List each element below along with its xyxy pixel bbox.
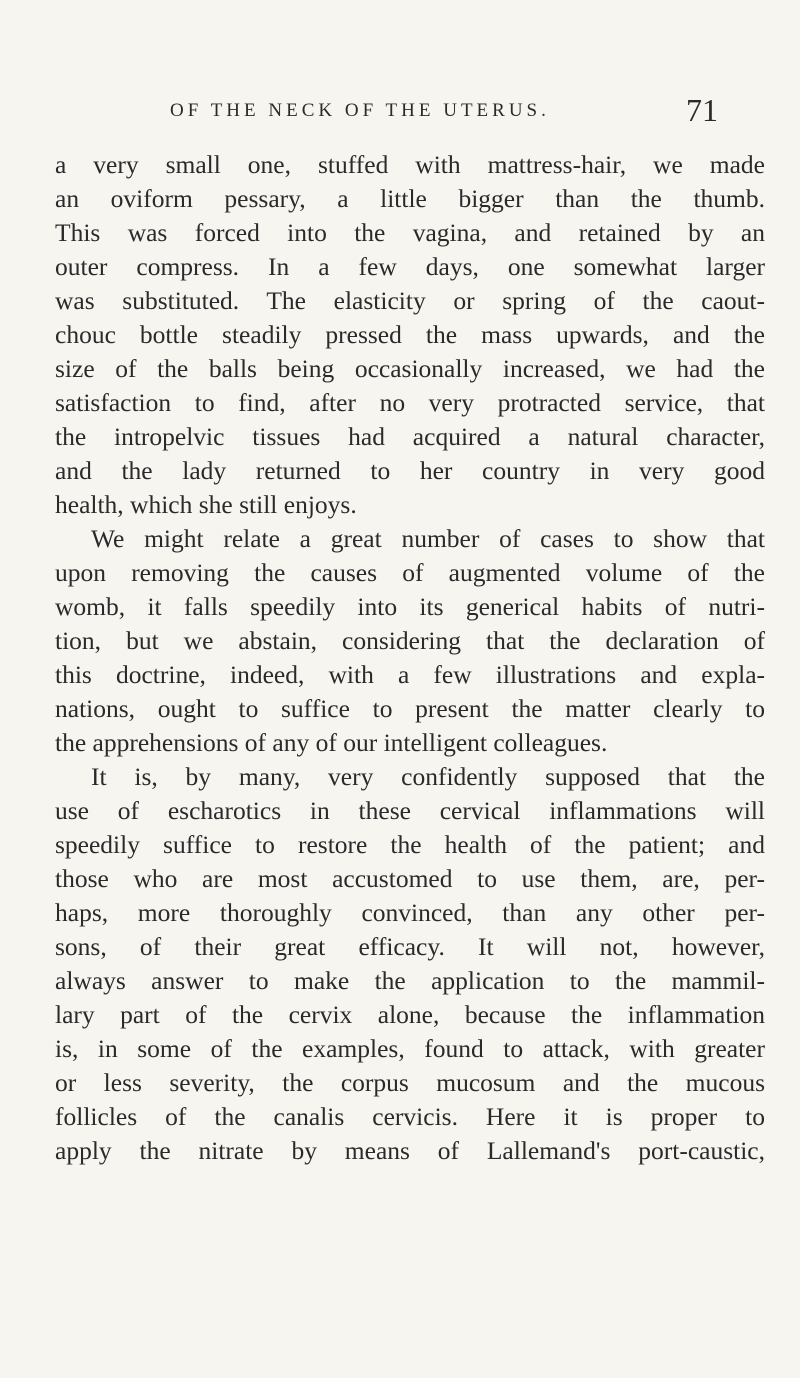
text-line: womb, it falls speedily into its generical habits of nutri-: [55, 592, 765, 621]
body-text: [55, 148, 765, 1168]
text-line: outer compress. In a few days, one somewhat larger: [55, 252, 765, 281]
text-line: upon removing the causes of augmented volume of the: [55, 558, 765, 587]
text-line: apply the nitrate by means of Lallemand's port-caustic,: [55, 1136, 765, 1165]
text-line: This was forced into the vagina, and retained by an: [55, 218, 765, 247]
text-line: was substituted. The elasticity or spring of the caout-: [55, 286, 765, 315]
text-line: It is, by many, very confidently supposed that the: [91, 762, 765, 791]
text-line: chouc bottle steadily pressed the mass upwards, and the: [55, 320, 765, 349]
text-line: those who are most accustomed to use them, are, per-: [55, 864, 765, 893]
text-line: size of the balls being occasionally increased, we had the: [55, 354, 765, 383]
text-line: lary part of the cervix alone, because the inflammation: [55, 1000, 765, 1029]
paragraph-3: [55, 760, 765, 1168]
text-line: speedily suffice to restore the health of the patient; and: [55, 830, 765, 859]
text-line: use of escharotics in these cervical inflammations will: [55, 796, 765, 825]
text-line: We might relate a great number of cases to show that: [91, 524, 765, 553]
text-line: an oviform pessary, a little bigger than the thumb.: [55, 184, 765, 213]
text-line: haps, more thoroughly convinced, than any other per-: [55, 898, 765, 927]
paragraph-2: [55, 522, 765, 760]
text-line: sons, of their great efficacy. It will not, however,: [55, 932, 765, 961]
running-title: OF THE NECK OF THE UTERUS.: [170, 100, 550, 121]
text-line: is, in some of the examples, found to attack, with greater: [55, 1034, 765, 1063]
text-line: the intropelvic tissues had acquired a natural character,: [55, 422, 765, 451]
text-line: follicles of the canalis cervicis. Here it is proper to: [55, 1102, 765, 1131]
page-header: [170, 92, 718, 132]
text-line: this doctrine, indeed, with a few illustrations and expla-: [55, 660, 765, 689]
text-line: health, which she still enjoys.: [55, 490, 357, 519]
text-line: always answer to make the application to the mammil-: [55, 966, 765, 995]
text-line: and the lady returned to her country in very good: [55, 456, 765, 485]
paragraph-1: [55, 148, 765, 522]
text-line: or less severity, the corpus mucosum and the mucous: [55, 1068, 765, 1097]
text-line: nations, ought to suffice to present the matter clearly to: [55, 694, 765, 723]
text-line: a very small one, stuffed with mattress-hair, we made: [55, 150, 765, 179]
text-line: the apprehensions of any of our intelligent colleagues.: [55, 728, 608, 757]
text-line: satisfaction to find, after no very protracted service, that: [55, 388, 765, 417]
page-number: 71: [686, 92, 718, 128]
text-line: tion, but we abstain, considering that the declaration of: [55, 626, 765, 655]
